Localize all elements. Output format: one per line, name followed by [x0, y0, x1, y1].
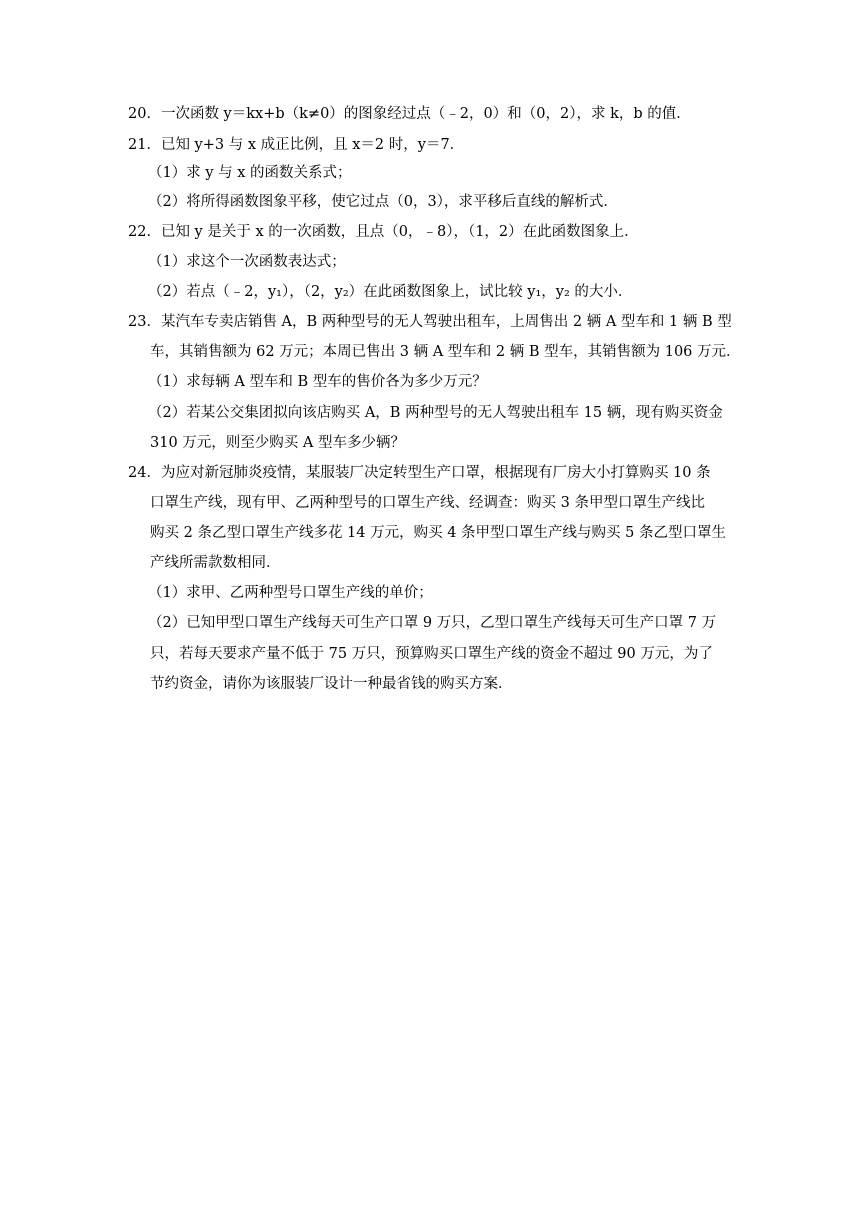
question-24-line-2: 口罩生产线，现有甲、乙两种型号的口罩生产线、经调查：购买 3 条甲型口罩生产线比 — [150, 495, 705, 511]
question-24-line-3: 购买 2 条乙型口罩生产线多花 14 万元，购买 4 条甲型口罩生产线与购买 5 条乙型口罩生 — [150, 525, 726, 541]
question-21-line-1: 21．已知 y+3 与 x 成正比例，且 x＝2 时，y＝7． — [128, 137, 465, 153]
question-21-part-2: （2）将所得函数图象平移，使它过点（0，3），求平移后直线的解析式． — [148, 194, 618, 210]
question-23-line-2: 车，其销售额为 62 万元；本周已售出 3 辆 A 型车和 2 辆 B 型车，其销售额为 106 万元． — [150, 344, 741, 360]
question-24-part-2: （2）已知甲型口罩生产线每天可生产口罩 9 万只，乙型口罩生产线每天可生产口罩 7 万 — [148, 615, 717, 631]
question-21-part-1: （1）求 y 与 x 的函数关系式； — [148, 165, 352, 181]
question-24-part-2-cont-2: 节约资金，请你为该服装厂设计一种最省钱的购买方案． — [150, 676, 513, 692]
question-23-part-2-cont: 310 万元，则至少购买 A 型车多少辆？ — [150, 435, 405, 451]
question-20-line-1: 20．一次函数 y＝kx+b（k≠0）的图象经过点（﹣2，0）和（0，2），求 k，b 的值． — [128, 106, 691, 122]
question-22-part-2: （2）若点（﹣2，y₁），（2，y₂）在此函数图象上，试比较 y₁，y₂ 的大小． — [148, 284, 633, 300]
question-22-line-1: 22．已知 y 是关于 x 的一次函数，且点（0，﹣8），（1，2）在此函数图象上． — [128, 224, 639, 240]
question-24-line-1: 24．为应对新冠肺炎疫情，某服装厂决定转型生产口罩，根据现有厂房大小打算购买 10 条 — [128, 465, 711, 481]
question-23-part-1: （1）求每辆 A 型车和 B 型车的售价各为多少万元？ — [148, 374, 487, 390]
question-24-part-1: （1）求甲、乙两种型号口罩生产线的单价； — [148, 585, 433, 601]
question-24-line-4: 产线所需款数相同． — [150, 555, 281, 571]
question-23-line-1: 23．某汽车专卖店销售 A，B 两种型号的无人驾驶出租车，上周售出 2 辆 A 型车和 1 辆 B 型 — [128, 314, 732, 330]
question-24-part-2-cont-1: 只，若每天要求产量不低于 75 万只，预算购买口罩生产线的资金不超过 90 万元，为了 — [150, 646, 713, 662]
question-22-part-1: （1）求这个一次函数表达式； — [148, 254, 346, 270]
question-23-part-2: （2）若某公交集团拟向该店购买 A，B 两种型号的无人驾驶出租车 15 辆，现有购买资金 — [148, 405, 723, 421]
